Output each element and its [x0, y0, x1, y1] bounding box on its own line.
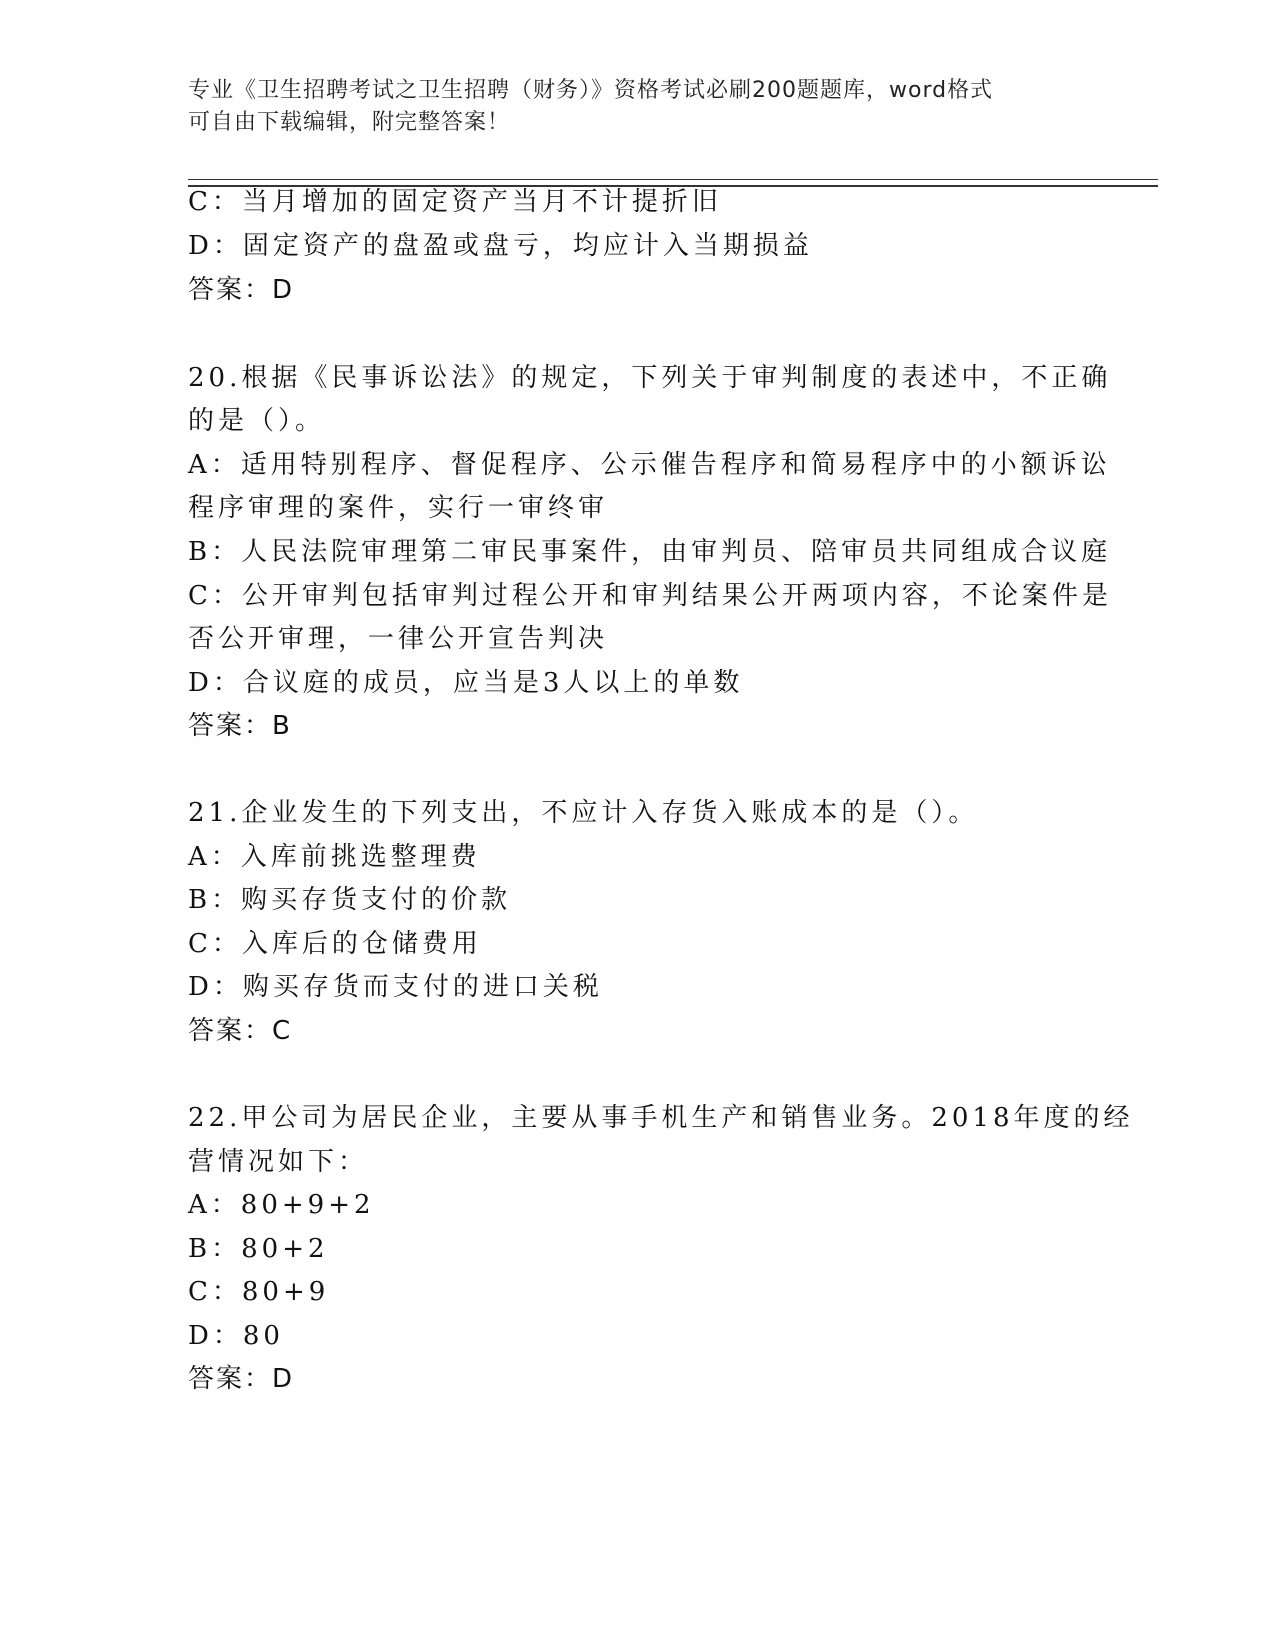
q20-stem-line-1: 20.根据《民事诉讼法》的规定，下列关于审判制度的表述中，不正确	[188, 363, 1112, 393]
q19-option-c: C：当月增加的固定资产当月不计提折旧	[188, 187, 722, 217]
document-header	[188, 75, 1088, 139]
header-title-line-2: 可自由下载编辑，附完整答案！	[188, 110, 511, 135]
q21-option-c: C：入库后的仓储费用	[188, 929, 482, 959]
header-title-line-1: 专业《卫生招聘考试之卫生招聘（财务）》资格考试必刷200题题库，word格式	[188, 78, 994, 103]
q21-answer: 答案：C	[188, 1016, 293, 1046]
q22-stem-line-1: 22.甲公司为居民企业，主要从事手机生产和销售业务。2018年度的经	[188, 1103, 1134, 1133]
q19-option-d: D：固定资产的盘盈或盘亏，均应计入当期损益	[188, 231, 813, 261]
q22-option-c: C：80+9	[188, 1277, 330, 1307]
q22-stem-line-2: 营情况如下：	[188, 1147, 369, 1177]
q20-option-d: D：合议庭的成员，应当是3人以上的单数	[188, 668, 744, 698]
q20-option-b: B：人民法院审理第二审民事案件，由审判员、陪审员共同组成合议庭	[188, 537, 1112, 567]
q21-stem: 21.企业发生的下列支出，不应计入存货入账成本的是（）。	[188, 798, 979, 828]
q22-option-b: B：80+2	[188, 1234, 329, 1264]
q21-option-a: A：入库前挑选整理费	[188, 842, 481, 872]
q20-option-a-line-1: A：适用特别程序、督促程序、公示催告程序和简易程序中的小额诉讼	[188, 450, 1111, 480]
q20-option-c-line-2: 否公开审理，一律公开宣告判决	[188, 624, 609, 654]
q22-option-a: A：80+9+2	[188, 1190, 375, 1220]
q20-answer: 答案：B	[188, 711, 292, 741]
header-divider	[188, 179, 1158, 187]
q20-stem-line-2: 的是（）。	[188, 406, 326, 436]
q21-option-b: B：购买存货支付的价款	[188, 885, 512, 915]
q22-option-d: D：80	[188, 1321, 284, 1351]
q20-option-c-line-1: C：公开审判包括审判过程公开和审判结果公开两项内容，不论案件是	[188, 581, 1112, 611]
q21-option-d: D：购买存货而支付的进口关税	[188, 972, 603, 1002]
q19-answer: 答案：D	[188, 275, 295, 305]
q22-answer: 答案：D	[188, 1364, 295, 1394]
q20-option-a-line-2: 程序审理的案件，实行一审终审	[188, 493, 609, 523]
